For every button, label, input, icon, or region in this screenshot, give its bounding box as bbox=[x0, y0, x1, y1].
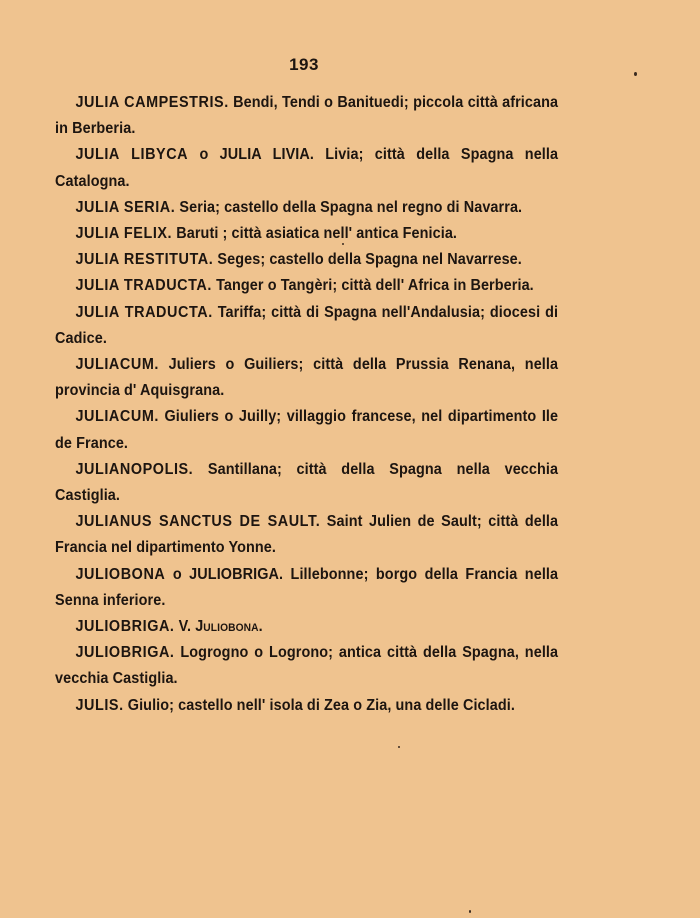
entry bbox=[55, 142, 558, 194]
entry-headword: JULIA FELIX. bbox=[75, 225, 173, 243]
entry bbox=[55, 693, 558, 719]
entry-headword: JULIS. bbox=[75, 696, 124, 714]
ink-speck bbox=[634, 72, 637, 76]
entry-headword: JULIOBONA bbox=[75, 565, 166, 583]
entry bbox=[55, 221, 558, 247]
entry-text: o JULIA LIVIA. Livia; città della Spagna nella Catalogna. bbox=[55, 146, 559, 190]
entry-headword: JULIA TRADUCTA. bbox=[75, 303, 213, 321]
entry bbox=[55, 273, 558, 299]
entry-headword: JULIA TRADUCTA. bbox=[75, 277, 212, 295]
entry-headword: JULIA LIBYCA bbox=[75, 146, 189, 164]
entry-headword: JULIACUM. bbox=[75, 356, 159, 374]
entry-text: Seges; castello della Spagna nel Navarrese. bbox=[213, 251, 522, 269]
entry bbox=[55, 614, 558, 640]
entry-text: Saint Julien de Sault; città della Francia nel dipartimento Yonne. bbox=[55, 513, 559, 557]
entry-headword: JULIANUS SANCTUS DE SAULT. bbox=[75, 513, 321, 531]
entry-text: Bendi, Tendi o Banituedi; piccola città africana in Berberia. bbox=[55, 94, 559, 138]
entry-text: Giuliers o Juilly; villaggio francese, nel dipartimento Ile de France. bbox=[55, 408, 559, 452]
entry-headword: JULIACUM. bbox=[75, 408, 159, 426]
entry bbox=[55, 509, 558, 561]
entry-headword: JULIA RESTITUTA. bbox=[75, 251, 214, 269]
entry-text: Tariffa; città di Spagna nell'Andalusia; diocesi di Cadice. bbox=[55, 303, 559, 347]
entry-list bbox=[55, 90, 558, 719]
entry-text: Baruti ; città asiatica nell' antica Fenicia. bbox=[172, 225, 458, 243]
entry-text: Giulio; castello nell' isola di Zea o Zia, una delle Cicladi. bbox=[123, 696, 515, 714]
entry-cross-reference: Juliobona. bbox=[195, 618, 263, 636]
entry-headword: JULIA SERIA. bbox=[75, 198, 176, 216]
entry-text: Juliers o Guiliers; città della Prussia Renana, nella provincia d' Aquisgrana. bbox=[55, 356, 559, 400]
entry bbox=[55, 352, 558, 404]
entry-headword: JULIA CAMPESTRIS. bbox=[75, 94, 229, 111]
ink-speck bbox=[469, 910, 471, 913]
entry-headword: JULIANOPOLIS. bbox=[75, 460, 194, 478]
entry-text: Santillana; città della Spagna nella vecchia Castiglia. bbox=[55, 460, 559, 505]
entry bbox=[55, 562, 558, 614]
entry-headword: JULIOBRIGA. bbox=[75, 618, 175, 636]
ink-speck bbox=[398, 746, 400, 748]
page-number: 193 bbox=[289, 55, 319, 74]
entry-text: Seria; castello della Spagna nel regno di Navarra. bbox=[175, 198, 523, 216]
entry bbox=[55, 247, 558, 273]
entry bbox=[55, 90, 558, 142]
entry-headword: JULIOBRIGA. bbox=[75, 644, 175, 662]
entry bbox=[55, 195, 558, 221]
entry-text: Logrogno o Logrono; antica città della Spagna, nella vecchia Castiglia. bbox=[55, 644, 559, 688]
entry-text: o JULIOBRIGA. Lillebonne; borgo della Francia nella Senna inferiore. bbox=[55, 565, 559, 609]
entry bbox=[55, 300, 558, 352]
entry bbox=[55, 404, 558, 456]
ink-speck bbox=[342, 243, 344, 245]
entry bbox=[55, 457, 558, 509]
entry-text: Tanger o Tangèri; città dell' Africa in Berberia. bbox=[211, 277, 534, 295]
entry bbox=[55, 640, 558, 692]
entry-text: V. bbox=[174, 618, 196, 636]
